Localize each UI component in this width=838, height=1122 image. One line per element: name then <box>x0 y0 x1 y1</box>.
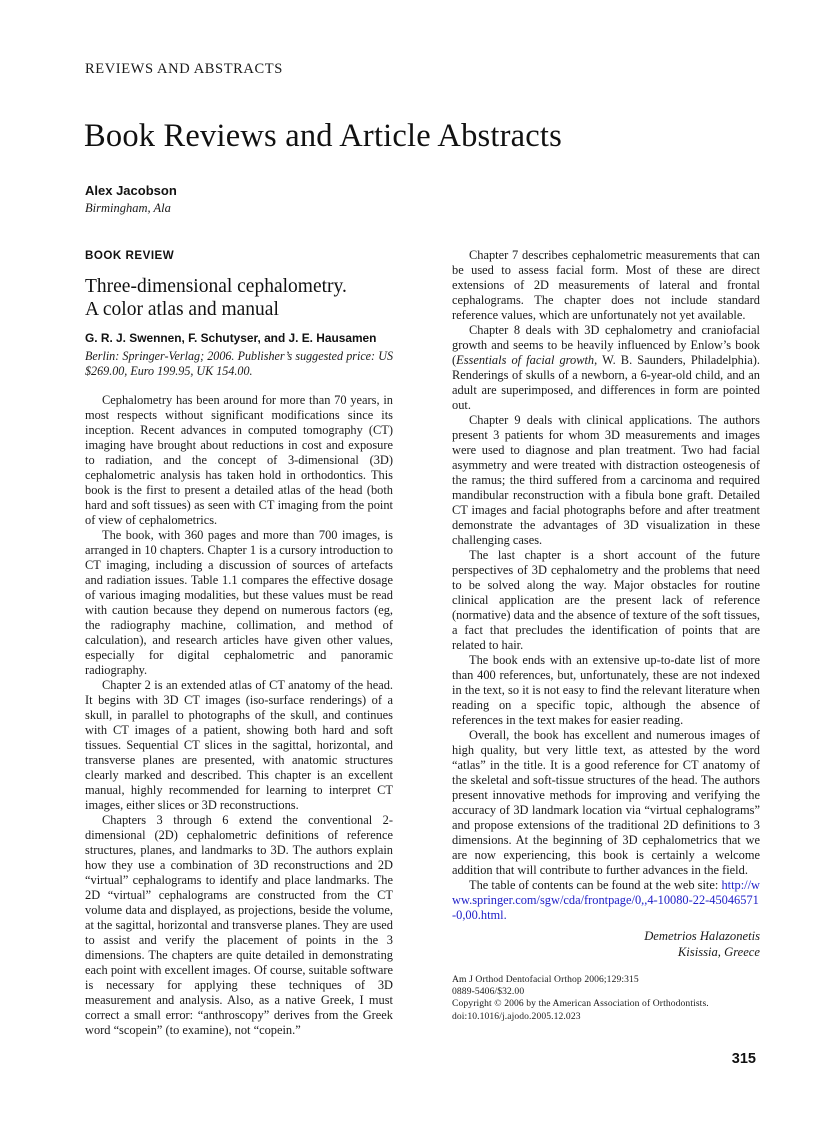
reviewed-book-title-line2: A color atlas and manual <box>85 299 279 320</box>
imprint-citation: Am J Orthod Dentofacial Orthop 2006;129:315 <box>452 974 639 985</box>
imprint-issn-price: 0889-5406/$32.00 <box>452 986 525 998</box>
chapter8-text-part1: Chapter 8 deals with 3D cephalometry and craniofacial growth and seems to be heavily influenced by Enlow’s book ( <box>452 323 760 367</box>
left-column <box>85 248 393 1038</box>
imprint-block <box>452 974 760 1023</box>
byline-author: Alex Jacobson <box>85 183 177 198</box>
page-number: 315 <box>731 1051 756 1067</box>
chapter8-cited-book-title: Essentials of facial growth <box>456 353 595 367</box>
left-paragraph-1: Cephalometry has been around for more than 70 years, in most respects without significant modifications since its inception. Recent advances in computed tomography (CT) imaging have brought about reductions in cost and exposure to radiation, and the concept of 3-dimensional (3D) cephalometric analysis has taken hold in orthodontics. This book is the first to present a detailed atlas of the head (both hard and soft tissues) as seen with CT imaging from the point of view of cephalometrics. <box>85 392 393 527</box>
left-paragraph-4: Chapters 3 through 6 extend the conventional 2-dimensional (2D) cephalometric definitions of reference structures, planes, and landmarks to 3D. The authors explain how they use a combination of 3D reconstructions and 2D “virtual” cephalograms to identify and place landmarks. The 2D “virtual” cephalograms are constructed from the CT volume data and displayed, as projections, beside the volume, at the sagittal, horizontal and transverse planes. They are used to assist and verify the placement of points in the 3 dimensions. The chapters are quite detailed in demonstrating each point with excellent images. Of course, suitable software is necessary for applying these techniques of 3D measurement and analysis. Also, as a native Greek, I must correct a small error: “anthroscopy” derives from the Greek word “scopein” (to examine), not “copein.” <box>85 812 393 1037</box>
running-head: REVIEWS AND ABSTRACTS <box>85 61 283 77</box>
reviewed-book-authors: G. R. J. Swennen, F. Schutyser, and J. E. Hausamen <box>85 331 377 345</box>
chapter8-text-part2: , W. B. Saunders, Philadelphia). Renderings of skulls of a newborn, a 6-year-old child, and an adult are superimposed, and differences in form are pointed out. <box>452 353 760 412</box>
reviewer-signature <box>452 929 760 960</box>
page-title: Book Reviews and Article Abstracts <box>84 118 562 154</box>
right-column <box>452 248 760 1023</box>
right-paragraph-4: The book ends with an extensive up-to-date list of more than 400 references, but, unfortunately, these are not indexed in the text, so it is not easy to find the relevant literature when reading on a specific topic, although the absence of references in the text makes for easier reading. <box>452 653 760 727</box>
left-paragraph-3: Chapter 2 is an extended atlas of CT anatomy of the head. It begins with 3D CT images (iso-surface renderings) of a skull, in parallel to photographs of the skull, and continues with CT images of a patient, showing both hard and soft tissues. Sequential CT slices in the sagittal, horizontal, and transverse planes are presented, with anatomic structures clearly marked and described. This chapter is an excellent manual, highly recommended for learning to interpret CT images, either slices or 3D reconstructions. <box>85 677 393 812</box>
right-paragraph-chapter8 <box>452 323 760 413</box>
reviewer-location: Kisissia, Greece <box>677 944 760 959</box>
reviewed-book-title <box>85 275 393 321</box>
reviewed-book-title-line1: Three-dimensional cephalometry. <box>85 276 347 297</box>
reviewer-name: Demetrios Halazonetis <box>644 929 760 943</box>
byline-affiliation: Birmingham, Ala <box>85 200 171 215</box>
byline <box>85 182 405 216</box>
springer-toc-link[interactable]: http://www.springer.com/sgw/cda/frontpage/0,,4-10080-22-45046571-0,00.html. <box>452 878 760 922</box>
toc-lead-text: The table of contents can be found at the web site: <box>469 878 722 892</box>
right-paragraph-3: The last chapter is a short account of the future perspectives of 3D cephalometry and the problems that need to be solved along the way. Major obstacles for routine clinical application are the present lack of reference (normative) data and the absence of texture of the soft tissues, a fact that precludes the identification of points that are related to hair. <box>452 548 760 652</box>
imprint-copyright: Copyright © 2006 by the American Association of Orthodontists. <box>452 998 709 1010</box>
section-kicker: BOOK REVIEW <box>85 249 175 262</box>
reviewed-book-publication: Berlin: Springer-Verlag; 2006. Publisher’s suggested price: US $269.00, Euro 199.95, UK 154.00. <box>85 349 393 378</box>
right-paragraph-2: Chapter 9 deals with clinical applications. The authors present 3 patients for whom 3D measurements and images were used to diagnose and plan treatment. Two had facial asymmetry and were treated with distraction osteogenesis of the ramus; the third suffered from a carcinoma and required mandibular reconstruction with a fibula bone graft. Detailed CT images and facial photographs before and after treatment demonstrate the advantages of 3D visualization in these challenging cases. <box>452 413 760 547</box>
right-paragraph-5: Overall, the book has excellent and numerous images of high quality, but very little text, as attested by the word “atlas” in the title. It is a good reference for CT anatomy of the skeletal and soft-tissue structures of the head. The authors present innovative methods for improving and verifying the accuracy of 3D landmark location via “virtual cephalograms” and propose extensions of the traditional 2D definitions to 3 dimensions. At the beginning of 3D cephalometrics that we are now experiencing, this book is certainly a welcome addition that will contribute to further advances in the field. <box>452 728 760 877</box>
right-paragraph-1: Chapter 7 describes cephalometric measurements that can be used to assess facial form. Most of these are direct extensions of 2D measurements of lateral and frontal cephalograms. The chapter does not include standard reference values, which are unfortunately not yet available. <box>452 248 760 322</box>
table-of-contents-paragraph <box>452 878 760 923</box>
left-paragraph-2: The book, with 360 pages and more than 700 images, is arranged in 10 chapters. Chapter 1 is a cursory introduction to CT imaging, including a discussion of sources of artefacts and radiation issues. Table 1.1 compares the effective dosage of various imaging modalities, but these values must be read with caution because they depend on numerous factors (eg, the radiography machine, collimation, and method of calculation), and research articles have given other values, especially for digital cephalometric and panoramic radiography. <box>85 527 393 677</box>
imprint-doi: doi:10.1016/j.ajodo.2005.12.023 <box>452 1010 581 1022</box>
